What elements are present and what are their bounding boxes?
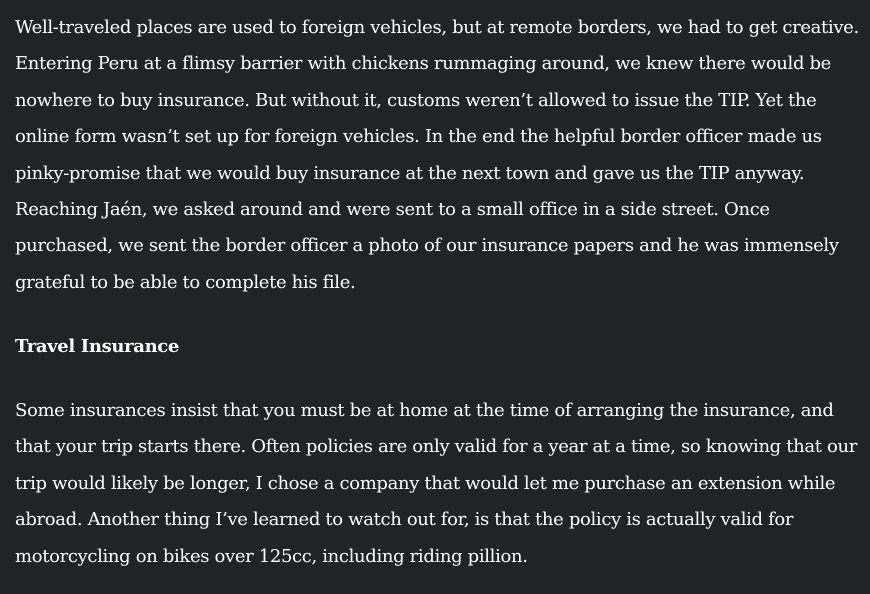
- paragraph-travel-insurance: Some insurances insist that you must be at home at the time of arranging the insurance, and that your trip starts there. Often policies are only valid for a year at a time, so knowing that our trip would likely be longer, I chose a company that would let me purchase an extension while abroad. Another thing I’ve learned to watch out for, is that the policy is actually valid for motorcycling on bikes over 125cc, including riding pillion.: [15, 400, 857, 567]
- section-heading-travel-insurance: Travel Insurance: [15, 336, 180, 357]
- paragraph-border-insurance: Well-traveled places are used to foreign vehicles, but at remote borders, we had to get creative. Entering Peru at a flimsy barrier with chickens rummaging around, we knew there would be nowhere to buy insurance. But without it, customs weren’t allowed to issue the TIP. Yet the online form wasn’t set up for foreign vehicles. In the end the helpful border officer made us pinky-promise that we would buy insurance at the next town and gave us the TIP anyway. Reaching Jaén, we asked around and were sent to a small office in a side street. Once purchased, we sent the border officer a photo of our insurance papers and he was immensely grateful to be able to complete his file.: [15, 17, 859, 293]
